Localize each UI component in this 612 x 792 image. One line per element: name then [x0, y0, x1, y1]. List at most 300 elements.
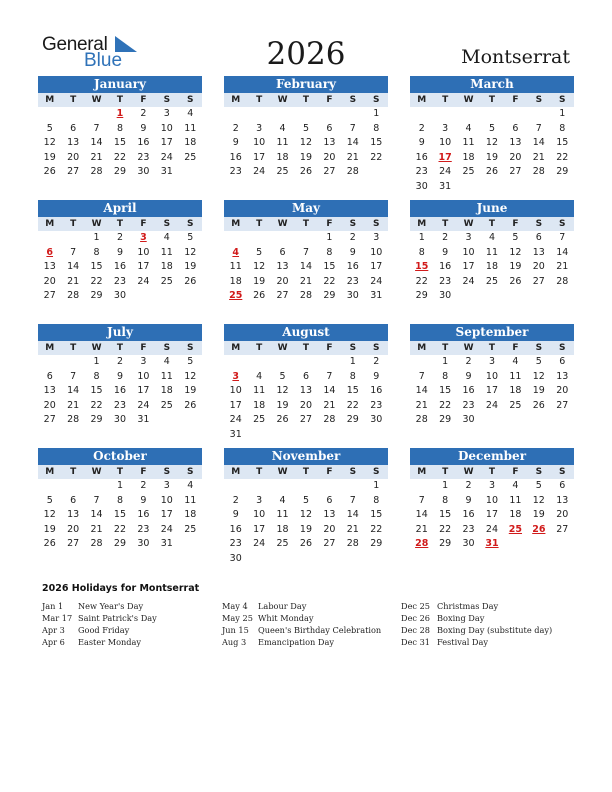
day-cell: 28	[346, 538, 359, 550]
day-cell: 13	[276, 261, 289, 273]
day-cell: 4	[163, 356, 170, 367]
weekday-label: F	[140, 343, 147, 353]
weekday-label: M	[417, 219, 427, 229]
day-cell: 26	[43, 538, 56, 550]
day-cell: 5	[46, 494, 53, 506]
day-cell	[527, 180, 550, 195]
day-cell	[294, 428, 317, 443]
weekday-label: T	[116, 343, 124, 353]
day-cell: 2	[140, 108, 147, 119]
week-row	[410, 275, 574, 290]
day-cell: 10	[137, 246, 150, 258]
day-cell	[410, 479, 433, 494]
day-cell: 9	[442, 246, 449, 258]
day-cell: 6	[302, 370, 309, 382]
week-row	[224, 552, 388, 567]
day-cell: 29	[113, 538, 127, 550]
day-cell: 8	[116, 122, 123, 134]
day-cell: 30	[113, 414, 127, 426]
weekday-label: S	[559, 219, 566, 229]
week-row	[224, 428, 388, 443]
day-cell: 26	[485, 166, 499, 178]
day-cell: 18	[184, 509, 197, 521]
month-september	[410, 324, 574, 428]
day-cell: 16	[229, 523, 242, 535]
week-row	[38, 289, 202, 304]
week-row	[224, 246, 388, 261]
day-cell: 5	[46, 122, 53, 134]
day-cell: 20	[67, 151, 80, 163]
weekday-header	[38, 217, 202, 231]
day-cell	[224, 479, 247, 494]
day-cell: 19	[485, 151, 499, 163]
day-cell	[294, 479, 317, 494]
day-cell: 7	[93, 494, 100, 506]
day-cell: 23	[415, 166, 428, 178]
holiday-date: Jun 15	[222, 625, 249, 635]
holiday-day: 17	[438, 151, 452, 163]
holiday-name: New Year's Day	[78, 601, 144, 611]
day-cell: 8	[326, 246, 333, 258]
weekday-header	[410, 341, 574, 355]
holiday-name: Christmas Day	[437, 601, 499, 611]
day-cell	[38, 355, 61, 370]
holiday-day: 6	[46, 246, 54, 258]
day-cell	[504, 107, 527, 122]
weekday-header	[410, 465, 574, 479]
weekday-label: F	[512, 467, 519, 477]
month-title: March	[410, 76, 574, 93]
day-cell: 20	[43, 399, 56, 411]
day-cell: 12	[43, 509, 56, 521]
day-cell	[271, 107, 294, 122]
weekday-label: F	[326, 467, 333, 477]
day-cell: 8	[442, 370, 449, 382]
holiday-day: 31	[485, 538, 499, 550]
month-july	[38, 324, 202, 428]
week-row	[410, 399, 574, 414]
day-cell: 19	[184, 385, 197, 397]
day-cell: 29	[90, 290, 103, 302]
day-cell: 8	[93, 246, 100, 258]
day-cell: 12	[532, 494, 545, 506]
week-row	[224, 384, 388, 399]
day-cell: 30	[137, 166, 150, 178]
week-row	[410, 151, 574, 166]
holiday-name: Saint Patrick's Day	[78, 613, 157, 623]
day-cell: 2	[418, 122, 425, 134]
day-cell	[247, 479, 270, 494]
day-cell: 23	[137, 151, 150, 163]
holiday-name: Boxing Day (substitute day)	[437, 625, 553, 635]
day-cell: 30	[462, 414, 475, 426]
day-cell: 14	[299, 261, 313, 273]
day-cell	[480, 413, 503, 428]
day-cell	[527, 413, 550, 428]
day-cell	[247, 552, 270, 567]
day-cell: 23	[462, 523, 475, 535]
weekday-label: S	[535, 343, 543, 353]
week-row	[38, 355, 202, 370]
day-cell: 5	[535, 356, 542, 367]
day-cell: 4	[512, 480, 519, 491]
day-cell: 1	[559, 108, 566, 119]
day-cell: 15	[113, 137, 127, 149]
day-cell: 29	[113, 166, 127, 178]
weekday-label: T	[488, 467, 496, 477]
holiday-name: Boxing Day	[437, 613, 485, 623]
weekday-label: T	[70, 95, 77, 105]
day-cell: 24	[253, 538, 266, 550]
day-cell: 9	[140, 494, 147, 506]
day-cell: 11	[184, 494, 197, 506]
day-cell: 5	[279, 370, 286, 382]
day-cell: 21	[90, 151, 103, 163]
weekday-label: T	[256, 95, 263, 105]
day-cell: 15	[323, 261, 336, 273]
week-row	[38, 399, 202, 414]
day-cell: 24	[229, 414, 242, 426]
weekday-header	[38, 93, 202, 107]
weekday-header	[224, 93, 388, 107]
holiday-date: May 25	[222, 613, 253, 623]
day-cell: 17	[370, 261, 383, 273]
day-cell: 30	[113, 290, 127, 302]
week-row	[38, 165, 202, 180]
day-cell: 9	[349, 246, 356, 258]
weekday-label: W	[277, 467, 288, 477]
day-cell: 11	[276, 137, 289, 149]
week-row	[38, 523, 202, 538]
day-cell: 1	[349, 356, 356, 367]
day-cell: 18	[184, 137, 197, 149]
weekday-header	[224, 465, 388, 479]
day-cell: 30	[346, 290, 359, 302]
day-cell: 31	[370, 290, 383, 302]
day-cell: 25	[485, 275, 499, 287]
weekday-label: S	[163, 95, 171, 105]
weekday-label: T	[488, 95, 496, 105]
day-cell: 30	[462, 538, 475, 550]
day-cell	[410, 355, 433, 370]
day-cell	[318, 479, 341, 494]
day-cell: 10	[485, 370, 499, 382]
day-cell: 8	[373, 494, 380, 506]
day-cell: 31	[229, 428, 242, 440]
day-cell: 17	[229, 399, 242, 411]
week-row	[38, 413, 202, 428]
day-cell: 5	[512, 232, 519, 243]
day-cell	[224, 231, 247, 246]
holiday-name: Whit Monday	[258, 613, 314, 623]
day-cell: 15	[439, 385, 452, 397]
holiday-item	[401, 624, 552, 636]
day-cell: 7	[93, 122, 100, 134]
day-cell: 5	[302, 494, 309, 506]
day-cell: 27	[43, 414, 56, 426]
day-cell	[85, 107, 108, 122]
day-cell: 1	[326, 232, 333, 243]
holiday-date: Dec 25	[401, 601, 431, 611]
day-cell: 15	[439, 509, 452, 521]
day-cell	[224, 107, 247, 122]
day-cell	[132, 289, 155, 304]
day-cell	[294, 552, 317, 567]
day-cell: 7	[70, 246, 77, 258]
day-cell	[480, 107, 503, 122]
day-cell: 5	[187, 232, 194, 243]
weekday-label: T	[302, 343, 310, 353]
holiday-date: Apr 3	[42, 625, 65, 635]
day-cell: 18	[485, 261, 499, 273]
day-cell: 10	[462, 246, 475, 258]
week-row	[224, 537, 388, 552]
holiday-item	[401, 600, 552, 612]
day-cell: 27	[43, 290, 56, 302]
week-row	[224, 413, 388, 428]
day-cell: 11	[276, 509, 289, 521]
weekday-label: M	[231, 219, 241, 229]
weekday-label: W	[91, 219, 102, 229]
day-cell: 26	[509, 275, 522, 287]
holiday-item	[401, 612, 552, 624]
day-cell: 27	[323, 166, 336, 178]
day-cell: 6	[326, 122, 333, 134]
day-cell: 21	[415, 399, 428, 411]
day-cell: 3	[163, 480, 170, 491]
day-cell: 26	[43, 166, 56, 178]
day-cell	[247, 428, 270, 443]
day-cell: 30	[229, 552, 242, 564]
day-cell: 3	[140, 356, 147, 367]
weekday-header	[224, 217, 388, 231]
day-cell: 30	[137, 538, 150, 550]
month-january	[38, 76, 202, 180]
day-cell: 21	[346, 523, 359, 535]
day-cell: 2	[465, 480, 472, 491]
day-cell: 27	[67, 166, 80, 178]
day-cell: 20	[556, 509, 569, 521]
day-cell: 13	[323, 137, 336, 149]
weekday-label: M	[45, 467, 55, 477]
weekday-label: T	[116, 219, 124, 229]
day-cell: 2	[116, 232, 123, 243]
holiday-name: Easter Monday	[78, 637, 142, 647]
week-row	[410, 523, 574, 538]
day-cell: 19	[253, 275, 266, 287]
day-cell: 14	[323, 385, 336, 397]
day-cell: 4	[163, 232, 170, 243]
holiday-day: 3	[140, 232, 147, 243]
day-cell: 8	[349, 370, 356, 382]
day-cell: 1	[418, 232, 425, 243]
day-cell	[318, 552, 341, 567]
day-cell: 4	[488, 232, 495, 243]
day-cell: 16	[439, 261, 452, 273]
day-cell	[179, 413, 202, 428]
day-cell: 4	[279, 494, 286, 506]
day-cell: 17	[160, 137, 173, 149]
weekday-label: T	[488, 219, 496, 229]
day-cell	[318, 107, 341, 122]
day-cell: 29	[346, 414, 359, 426]
weekday-label: W	[463, 95, 474, 105]
day-cell: 10	[160, 494, 173, 506]
holiday-item	[222, 600, 381, 612]
weekday-label: S	[163, 343, 171, 353]
weekday-label: M	[45, 343, 55, 353]
day-cell: 3	[488, 480, 495, 491]
weekday-label: T	[442, 467, 449, 477]
day-cell: 11	[462, 137, 475, 149]
weekday-label: S	[535, 219, 543, 229]
weekday-label: S	[535, 467, 543, 477]
day-cell: 13	[509, 137, 522, 149]
day-cell: 20	[323, 523, 336, 535]
day-cell: 2	[232, 494, 239, 506]
weekday-label: F	[512, 343, 519, 353]
week-row	[38, 151, 202, 166]
day-cell: 30	[439, 290, 452, 302]
day-cell: 17	[160, 509, 173, 521]
day-cell: 25	[184, 151, 197, 163]
weekday-label: M	[231, 343, 241, 353]
day-cell: 1	[93, 232, 100, 243]
day-cell: 10	[229, 385, 242, 397]
weekday-label: W	[463, 343, 474, 353]
week-row	[410, 231, 574, 246]
week-row	[410, 180, 574, 195]
day-cell: 24	[370, 275, 383, 287]
month-title: September	[410, 324, 574, 341]
day-cell: 12	[276, 385, 289, 397]
day-cell: 3	[256, 122, 263, 134]
day-cell: 16	[137, 137, 150, 149]
day-cell: 5	[187, 356, 194, 367]
day-cell	[318, 428, 341, 443]
day-cell	[480, 289, 503, 304]
day-cell: 21	[415, 523, 428, 535]
holiday-item	[401, 636, 552, 648]
week-row	[410, 494, 574, 509]
day-cell: 31	[160, 166, 173, 178]
country-name: Montserrat	[461, 46, 570, 68]
day-cell: 18	[160, 261, 173, 273]
day-cell: 11	[509, 370, 522, 382]
day-cell: 13	[43, 261, 56, 273]
week-row	[410, 289, 574, 304]
day-cell	[365, 428, 388, 443]
day-cell: 22	[323, 275, 336, 287]
day-cell: 4	[465, 122, 472, 134]
day-cell: 19	[299, 151, 313, 163]
day-cell	[457, 180, 480, 195]
day-cell: 24	[137, 399, 150, 411]
holiday-date: Dec 28	[401, 625, 431, 635]
day-cell	[341, 107, 364, 122]
weekday-label: F	[326, 343, 333, 353]
day-cell: 11	[184, 122, 197, 134]
day-cell: 2	[232, 122, 239, 134]
weekday-label: S	[187, 95, 194, 105]
holiday-column	[222, 600, 381, 648]
day-cell: 12	[532, 370, 545, 382]
day-cell	[155, 413, 178, 428]
month-title: May	[224, 200, 388, 217]
weekday-header	[410, 93, 574, 107]
day-cell: 5	[302, 122, 309, 134]
day-cell: 21	[90, 523, 103, 535]
day-cell: 16	[370, 385, 383, 397]
day-cell: 9	[116, 246, 123, 258]
month-title: February	[224, 76, 388, 93]
day-cell: 24	[462, 275, 475, 287]
logo-general-text: General	[42, 34, 108, 55]
week-row	[224, 136, 388, 151]
week-row	[38, 508, 202, 523]
weekday-label: T	[442, 343, 449, 353]
day-cell: 27	[509, 166, 522, 178]
day-cell: 3	[488, 356, 495, 367]
day-cell: 13	[556, 494, 569, 506]
day-cell	[318, 355, 341, 370]
day-cell	[341, 479, 364, 494]
day-cell: 4	[279, 122, 286, 134]
day-cell: 1	[373, 480, 380, 491]
holiday-day: 26	[532, 523, 546, 535]
weekday-header	[410, 217, 574, 231]
day-cell: 5	[488, 122, 495, 134]
day-cell: 21	[532, 151, 545, 163]
day-cell	[247, 107, 270, 122]
holiday-day: 4	[232, 246, 240, 258]
day-cell: 14	[556, 246, 569, 258]
day-cell: 22	[439, 523, 452, 535]
day-cell	[504, 537, 527, 552]
day-cell: 15	[346, 385, 359, 397]
day-cell: 13	[67, 509, 80, 521]
weekday-label: S	[187, 219, 194, 229]
day-cell: 30	[415, 180, 428, 192]
weekday-label: S	[373, 343, 380, 353]
day-cell: 23	[113, 275, 127, 287]
day-cell: 13	[532, 246, 545, 258]
day-cell: 20	[509, 151, 522, 163]
day-cell	[457, 107, 480, 122]
week-row	[224, 523, 388, 538]
month-title: April	[38, 200, 202, 217]
week-row	[410, 479, 574, 494]
week-row	[224, 275, 388, 290]
day-cell: 28	[346, 166, 359, 178]
day-cell: 29	[556, 166, 569, 178]
day-cell: 8	[442, 494, 449, 506]
day-cell: 12	[184, 246, 197, 258]
day-cell: 6	[559, 480, 566, 491]
week-row	[224, 165, 388, 180]
day-cell: 7	[70, 370, 77, 382]
weekday-label: T	[116, 467, 124, 477]
week-row	[410, 246, 574, 261]
day-cell: 4	[512, 356, 519, 367]
day-cell: 28	[67, 414, 80, 426]
week-row	[224, 355, 388, 370]
day-cell: 27	[323, 538, 336, 550]
day-cell: 15	[370, 137, 383, 149]
day-cell: 20	[67, 523, 80, 535]
holiday-date: Mar 17	[42, 613, 73, 623]
week-row	[38, 494, 202, 509]
